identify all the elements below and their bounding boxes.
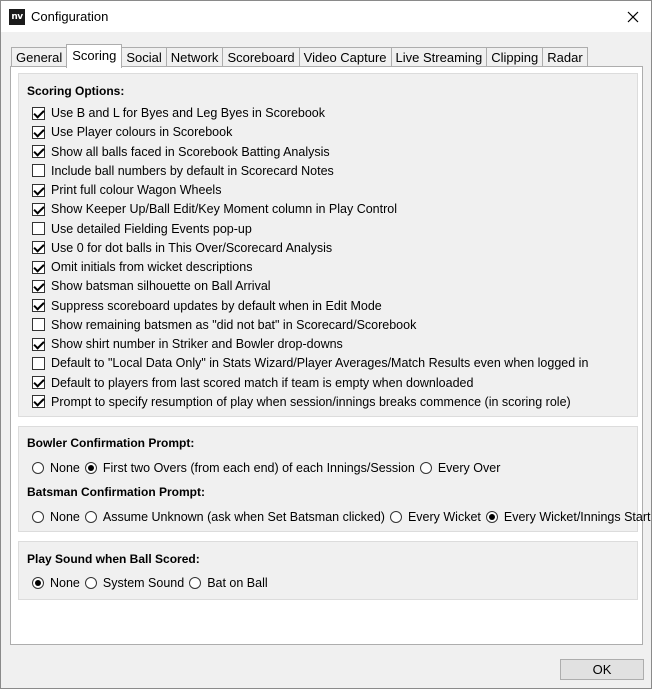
checkbox[interactable] [32, 107, 45, 120]
sound-options [32, 574, 273, 592]
scoring-option-label: Default to "Local Data Only" in Stats Wizard/Player Averages/Match Results even when logged in [51, 356, 589, 371]
radio-button[interactable] [85, 577, 97, 589]
checkbox[interactable] [32, 299, 45, 312]
scoring-option-label: Show Keeper Up/Ball Edit/Key Moment column in Play Control [51, 202, 397, 217]
scoring-option-label: Show remaining batsmen as "did not bat" in Scorecard/Scorebook [51, 317, 417, 332]
scoring-option-2[interactable] [32, 143, 330, 161]
scoring-options-group [18, 73, 638, 417]
checkbox[interactable] [32, 357, 45, 370]
tab-scoring[interactable]: Scoring [66, 44, 122, 68]
sound-option-0[interactable] [32, 576, 80, 590]
sound-heading: Play Sound when Ball Scored: [27, 552, 200, 566]
scoring-option-label: Use detailed Fielding Events pop-up [51, 221, 252, 236]
scoring-option-label: Prompt to specify resumption of play when session/innings breaks commence (in scoring role) [51, 394, 571, 409]
checkbox[interactable] [32, 318, 45, 331]
tab-live-streaming[interactable]: Live Streaming [391, 47, 488, 68]
scoring-option-label: Default to players from last scored match if team is empty when downloaded [51, 375, 474, 390]
scoring-option-14[interactable] [32, 374, 473, 392]
scoring-option-label: Include ball numbers by default in Scorecard Notes [51, 163, 334, 178]
scoring-option-7[interactable] [32, 239, 332, 257]
checkbox[interactable] [32, 338, 45, 351]
scoring-option-6[interactable] [32, 220, 252, 238]
close-icon [627, 11, 639, 23]
sound-group [18, 541, 638, 600]
checkbox[interactable] [32, 376, 45, 389]
checkbox[interactable] [32, 395, 45, 408]
radio-button[interactable] [32, 511, 44, 523]
checkbox[interactable] [32, 203, 45, 216]
batsman-prompt-option-3[interactable] [486, 510, 651, 524]
scoring-option-label: Omit initials from wicket descriptions [51, 260, 253, 274]
sound-option-1[interactable] [85, 576, 184, 590]
radio-button[interactable] [189, 577, 201, 589]
scoring-option-1[interactable] [32, 123, 232, 141]
confirmation-prompts-group [18, 426, 651, 532]
radio-button[interactable] [420, 462, 432, 474]
window-title: Configuration [31, 9, 109, 24]
tab-strip [11, 45, 587, 67]
checkbox[interactable] [32, 222, 45, 235]
radio-label: None [50, 461, 80, 475]
tab-social[interactable]: Social [121, 47, 166, 68]
scoring-option-13[interactable] [32, 354, 588, 372]
scoring-option-label: Use B and L for Byes and Leg Byes in Scorebook [51, 106, 326, 120]
bowler-prompt-option-2[interactable] [420, 461, 501, 475]
radio-label: First two Overs (from each end) of each Innings/Session [102, 461, 415, 475]
checkbox[interactable] [32, 261, 45, 274]
scoring-option-12[interactable] [32, 335, 343, 353]
close-button[interactable] [615, 1, 651, 32]
radio-label: Bat on Ball [207, 576, 268, 590]
scoring-option-4[interactable] [32, 181, 221, 199]
tab-video-capture[interactable]: Video Capture [299, 47, 392, 68]
radio-button[interactable] [32, 462, 44, 474]
scoring-option-5[interactable] [32, 200, 397, 218]
bowler-prompt-option-1[interactable] [85, 461, 415, 475]
scoring-option-label: Use 0 for dot balls in This Over/Scorecard Analysis [51, 240, 333, 255]
tab-general[interactable]: General [11, 47, 67, 68]
batsman-prompt-option-0[interactable] [32, 510, 80, 524]
sound-option-2[interactable] [189, 576, 267, 590]
scoring-option-label: Show all balls faced in Scorebook Batting Analysis [51, 144, 330, 159]
tab-network[interactable]: Network [166, 47, 224, 68]
checkbox[interactable] [32, 126, 45, 139]
scoring-options-heading: Scoring Options: [27, 84, 125, 98]
checkbox[interactable] [32, 164, 45, 177]
scoring-option-label: Print full colour Wagon Wheels [51, 183, 222, 197]
radio-label: System Sound [102, 576, 185, 590]
batsman-prompt-heading: Batsman Confirmation Prompt: [27, 485, 206, 499]
radio-label: Every Wicket [407, 510, 481, 524]
radio-label: Every Over [437, 461, 501, 475]
app-logo-icon: nv [9, 9, 25, 25]
bowler-prompt-option-0[interactable] [32, 461, 80, 475]
radio-label: None [50, 576, 80, 590]
checkbox[interactable] [32, 241, 45, 254]
batsman-prompt-option-2[interactable] [390, 510, 481, 524]
scoring-option-11[interactable] [32, 316, 416, 334]
radio-label: Assume Unknown (ask when Set Batsman clicked) [102, 510, 385, 524]
radio-button[interactable] [32, 577, 44, 589]
checkbox[interactable] [32, 184, 45, 197]
title-bar[interactable] [1, 1, 651, 32]
radio-button[interactable] [486, 511, 498, 523]
checkbox[interactable] [32, 145, 45, 158]
radio-label: Every Wicket/Innings Start [503, 510, 651, 524]
radio-button[interactable] [390, 511, 402, 523]
scoring-option-9[interactable] [32, 277, 271, 295]
scoring-option-label: Show shirt number in Striker and Bowler drop-downs [51, 337, 343, 351]
batsman-prompt-options [32, 508, 652, 526]
bowler-prompt-heading: Bowler Confirmation Prompt: [27, 436, 195, 450]
scoring-tab-panel [10, 66, 651, 645]
tab-radar[interactable]: Radar [542, 47, 587, 68]
scoring-option-label: Show batsman silhouette on Ball Arrival [51, 279, 271, 294]
radio-button[interactable] [85, 462, 97, 474]
scoring-option-label: Suppress scoreboard updates by default when in Edit Mode [51, 298, 382, 313]
scoring-option-label: Use Player colours in Scorebook [51, 125, 233, 140]
checkbox[interactable] [32, 280, 45, 293]
batsman-prompt-option-1[interactable] [85, 510, 385, 524]
scoring-option-3[interactable] [32, 162, 334, 180]
scoring-option-10[interactable] [32, 297, 382, 315]
tab-clipping[interactable]: Clipping [486, 47, 543, 68]
scoring-option-0[interactable] [32, 104, 325, 122]
tab-scoreboard[interactable]: Scoreboard [222, 47, 299, 68]
radio-label: None [50, 510, 80, 524]
scoring-option-8[interactable] [32, 258, 252, 276]
bowler-prompt-options [32, 459, 505, 477]
scoring-option-15[interactable] [32, 393, 571, 411]
radio-button[interactable] [85, 511, 97, 523]
ok-button[interactable]: OK [560, 659, 644, 680]
